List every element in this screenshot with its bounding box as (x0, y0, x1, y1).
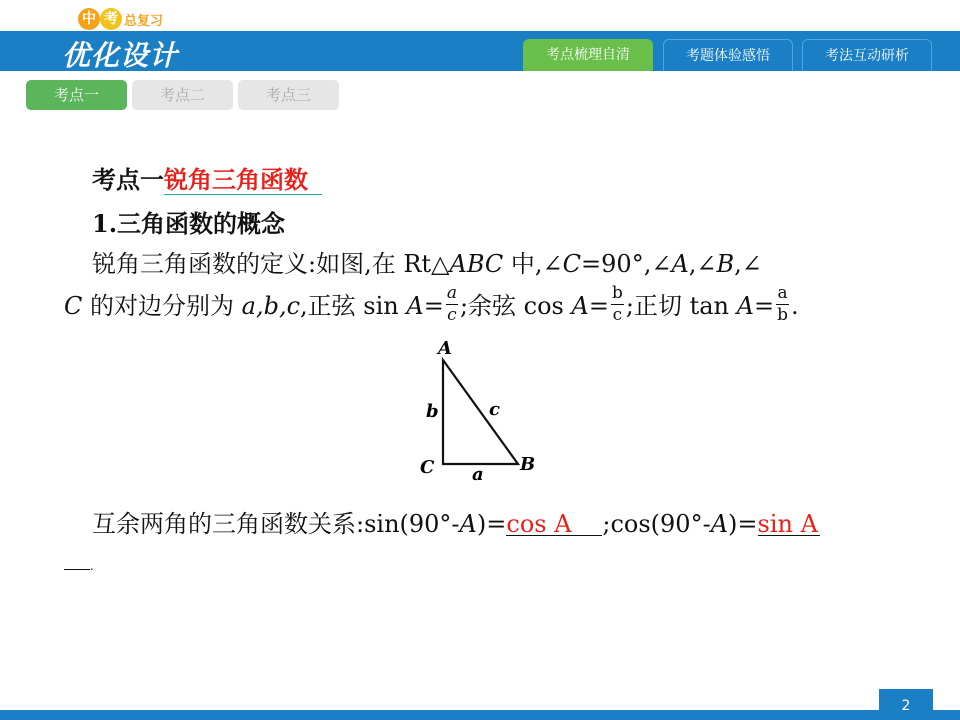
section-title: .三角函数的概念 (108, 209, 286, 238)
comp-text: )= (476, 510, 507, 538)
complementary-line (92, 504, 820, 539)
subtab-kaodian-1[interactable]: 考点一 (26, 80, 127, 110)
section-heading (92, 160, 322, 195)
tan-fraction (776, 285, 789, 324)
cos-numerator: b (611, 283, 623, 303)
def-text: ;余弦 cos (459, 292, 572, 320)
def-var-c: C (562, 250, 582, 278)
def-text: ;正切 tan (625, 292, 737, 320)
vertex-c-label: C (420, 457, 435, 478)
vertex-b-label: B (520, 454, 536, 475)
footer-bar (0, 710, 960, 720)
def-text: ,∠ (688, 250, 717, 278)
def-text: =90°,∠ (581, 250, 672, 278)
comp-text: 互余两角的三角函数关系:sin(90°- (92, 510, 460, 538)
def-vars-abc: a,b,c (241, 292, 301, 320)
def-text: . (790, 292, 799, 320)
logo-badge (78, 8, 182, 32)
def-var-a: A (671, 250, 689, 278)
sin-fraction (446, 285, 458, 324)
vertex-a-label: A (438, 338, 452, 359)
def-text: 中,∠ (503, 250, 563, 278)
comp-text: )= (728, 510, 758, 538)
def-var-abc: ABC (449, 250, 504, 278)
def-var-c: C (64, 292, 83, 320)
sin-denominator: c (447, 305, 457, 325)
complementary-line-end (64, 548, 94, 576)
definition-line-2 (64, 283, 799, 327)
logo-script: 优化设计 (62, 39, 179, 72)
tab-kaoti-tiyan[interactable]: 考题体验感悟 (663, 39, 793, 71)
def-text: = (588, 292, 609, 320)
side-a-label: a (472, 464, 484, 485)
sin-numerator: a (446, 283, 457, 303)
def-var-b: B (716, 250, 735, 278)
def-text: = (753, 292, 775, 320)
heading-prefix: 考点一 (92, 165, 164, 194)
comp-end-period: . (90, 559, 94, 573)
answer-2: sin A (757, 510, 818, 536)
def-text: = (423, 292, 444, 320)
subtab-kaodian-2[interactable]: 考点二 (132, 80, 233, 110)
heading-accent: 锐角三角函数 (164, 165, 322, 195)
def-var-a: A (736, 292, 754, 320)
definition-line-1 (92, 244, 762, 279)
logo-badge-kao: 考 (100, 8, 122, 30)
tan-numerator: a (777, 283, 788, 303)
def-var-a: A (406, 292, 424, 320)
tab-kaofa-hudong[interactable]: 考法互动研析 (802, 39, 932, 71)
side-c-label: c (489, 399, 500, 420)
section-number: 1 (92, 209, 109, 238)
cos-fraction (611, 285, 624, 324)
subsection-title (92, 204, 285, 239)
tab-kaodian-shuli[interactable]: 考点梳理自清 (523, 39, 653, 71)
comp-text: ;cos(90°- (602, 510, 711, 538)
cos-denominator: c (612, 305, 623, 325)
comp-var-a: A (459, 510, 477, 538)
answer-blank-2 (758, 510, 820, 536)
side-b-label: b (426, 401, 439, 422)
def-var-a: A (571, 292, 589, 320)
answer-blank-2-continued (64, 548, 90, 570)
def-text: ,∠ (734, 250, 762, 278)
comp-var-a: A (710, 510, 729, 538)
subtab-kaodian-3[interactable]: 考点三 (238, 80, 339, 110)
answer-blank-1 (506, 510, 602, 536)
def-text: 锐角三角函数的定义:如图,在 Rt△ (92, 250, 450, 278)
def-text: ,正弦 sin (300, 292, 407, 320)
tan-denominator: b (777, 305, 788, 325)
logo-badge-text: 总复习 (124, 14, 164, 29)
triangle-shape (443, 360, 518, 464)
def-text: 的对边分别为 (82, 292, 242, 320)
triangle-figure (410, 330, 550, 485)
answer-1: cos A (506, 510, 572, 536)
page-number: 2 (879, 689, 933, 720)
logo-badge-zhong: 中 (78, 8, 100, 30)
